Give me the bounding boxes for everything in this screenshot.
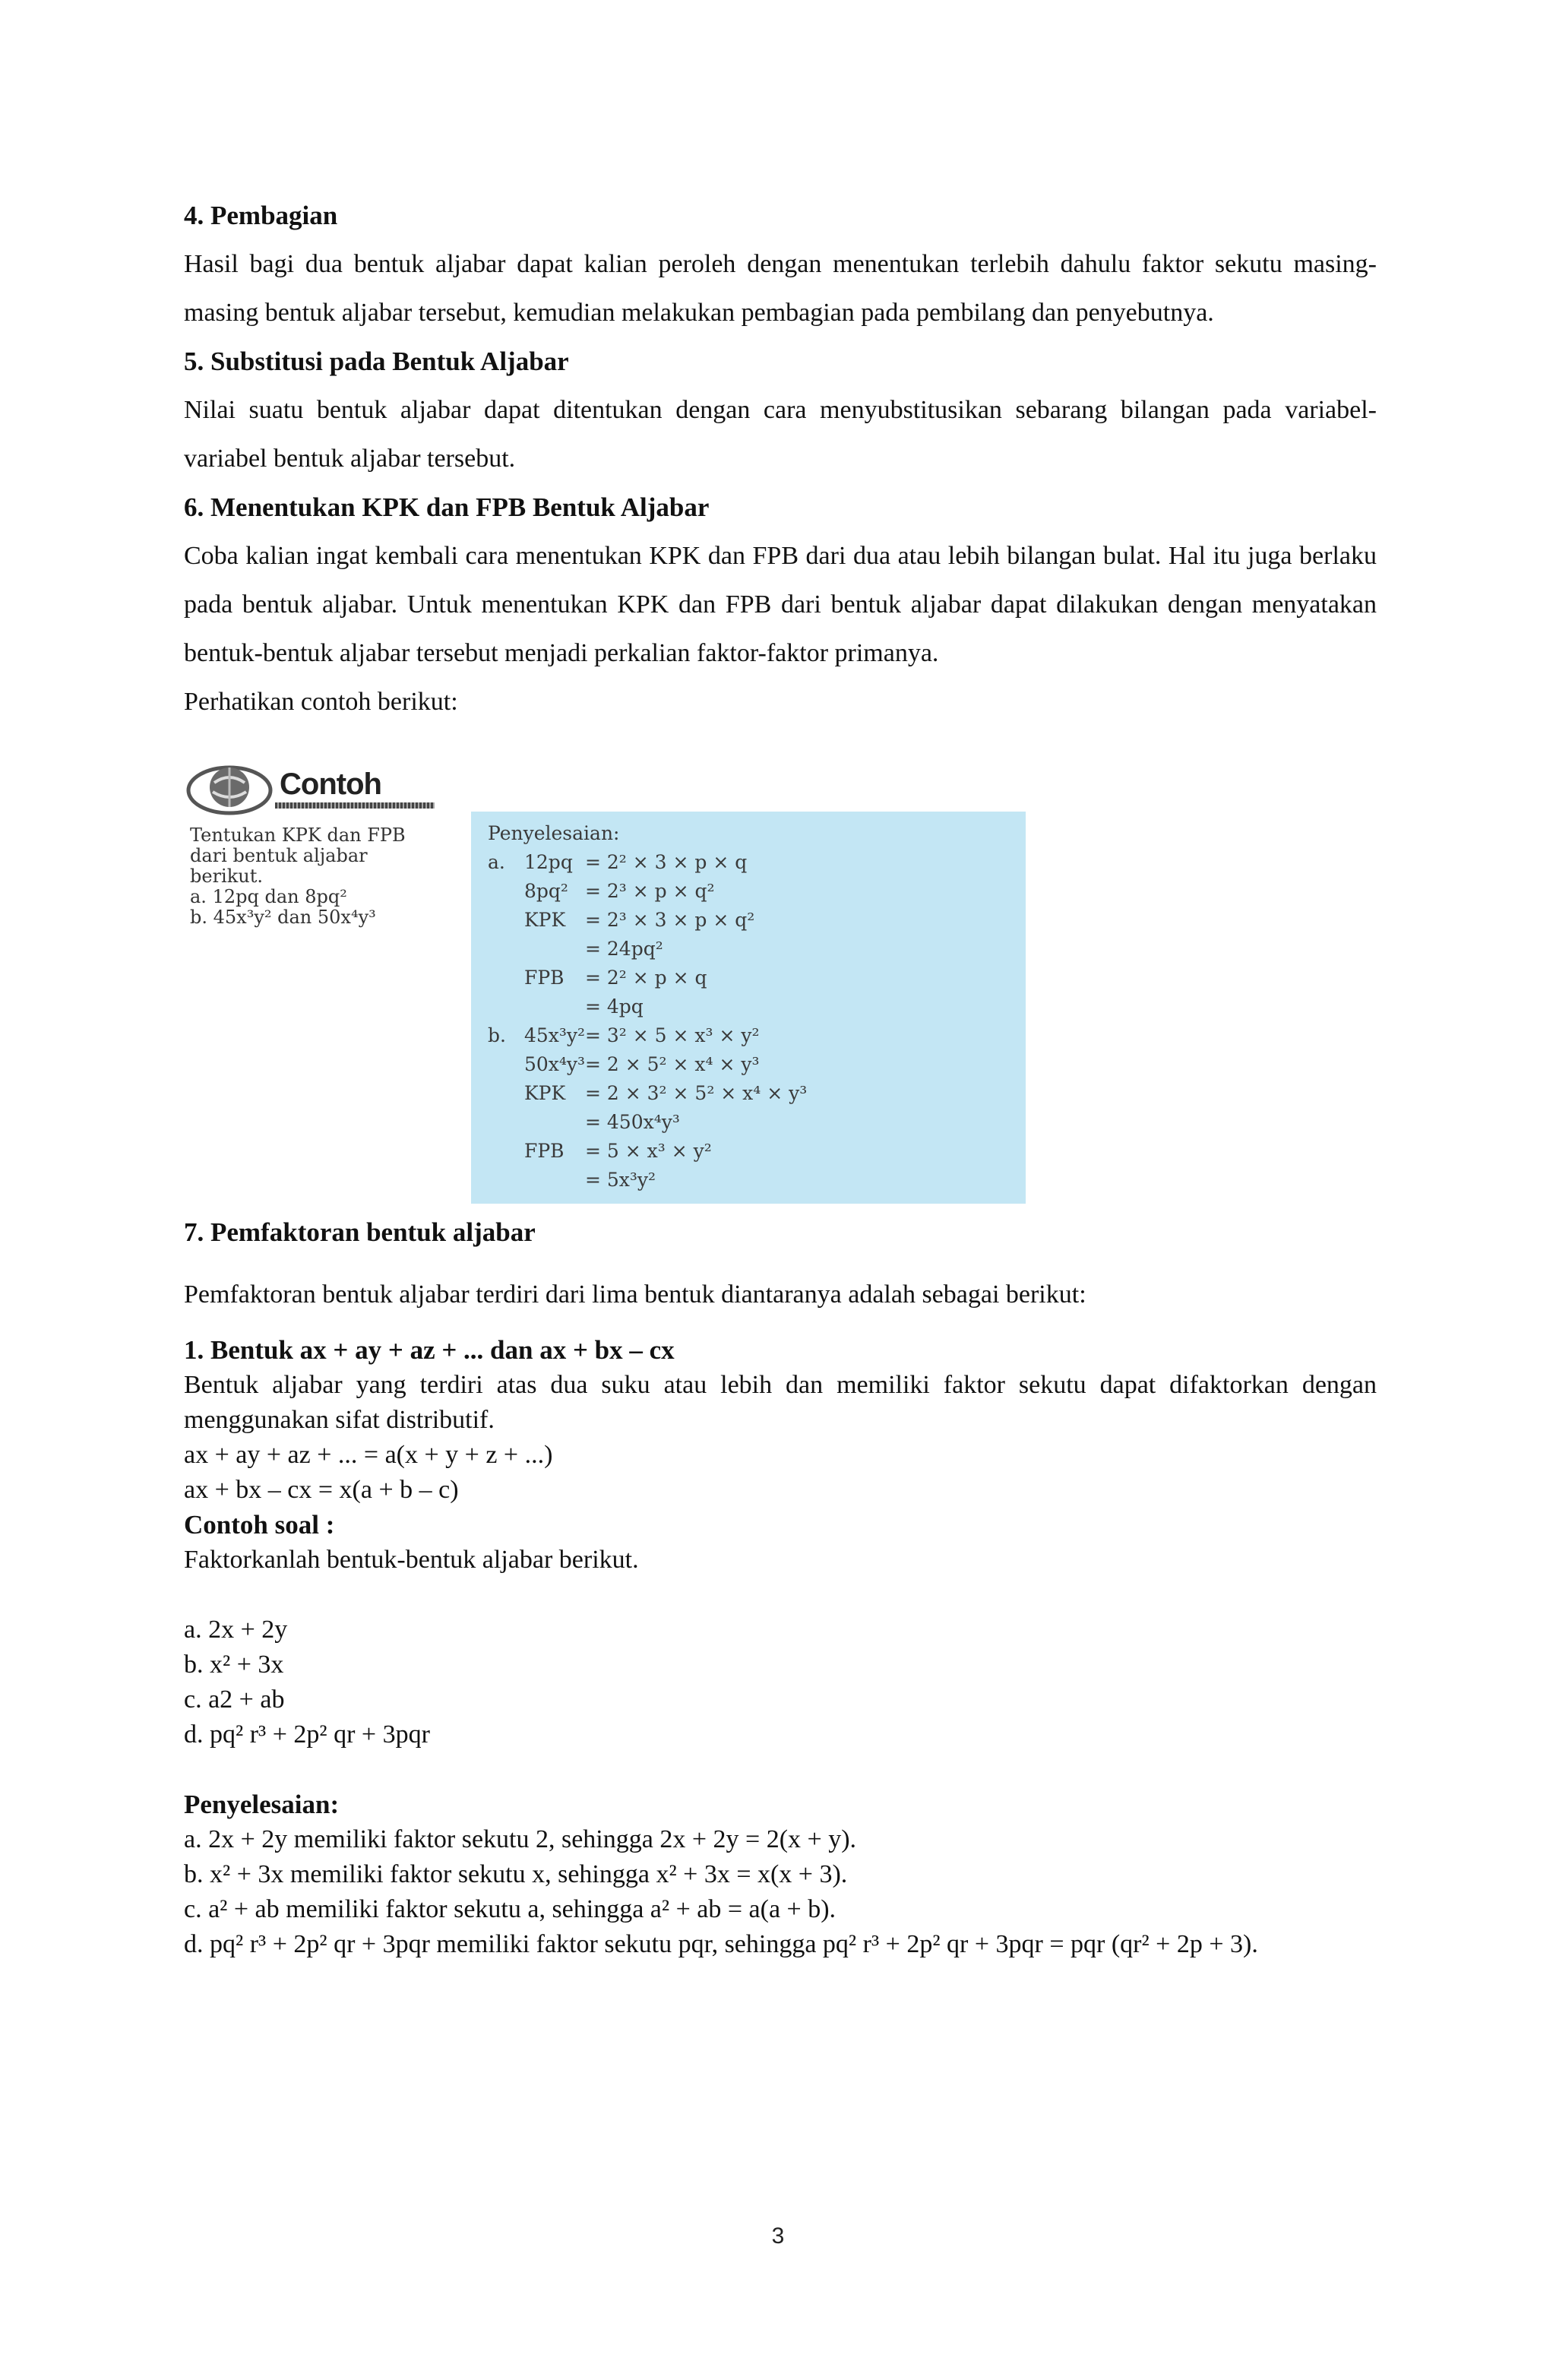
contoh-soal-label: Contoh soal : [184, 1510, 335, 1540]
solution-rows [488, 848, 1012, 1195]
solution-row [488, 1108, 1012, 1137]
section-4-body: Hasil bagi dua bentuk aljabar dapat kalian peroleh dengan menentukan terlebih dahulu faktor sekutu masing-masing bentuk aljabar tersebut, kemudian melakukan pembagian pada pembilang dan penyebutnya. [184, 250, 1377, 327]
solution-row-label [488, 877, 524, 906]
solution-row-expression: = 24pq² [585, 938, 663, 960]
solution-row [488, 935, 1012, 964]
solution-box [471, 812, 1026, 1204]
section-6-heading: 6. Menentukan KPK dan FPB Bentuk Aljabar [184, 492, 710, 522]
answer-item: b. x² + 3x memiliki faktor sekutu x, sehingga x² + 3x = x(x + 3). [184, 1860, 848, 1888]
solution-row-term [524, 935, 585, 964]
solution-row-expression: = 2 × 3² × 5² × x⁴ × y³ [585, 1082, 808, 1104]
solution-row-term: 12pq [524, 851, 573, 873]
section-7-heading: 7. Pemfaktoran bentuk aljabar [184, 1217, 536, 1247]
answer-item: c. a² + ab memiliki faktor sekutu a, sehingga a² + ab = a(a + b). [184, 1895, 837, 1923]
solution-row [488, 1050, 1012, 1079]
solution-row [488, 1166, 1012, 1195]
section-5-body: Nilai suatu bentuk aljabar dapat ditentukan dengan cara menyubstitusikan sebarang bilangan pada variabel-variabel bentuk aljabar tersebut. [184, 396, 1377, 473]
solution-row-term: 45x³y² [524, 1024, 586, 1046]
solution-row-label [488, 935, 524, 964]
contoh-problem-box [184, 752, 442, 950]
solution-row-expression: = 2³ × 3 × p × q² [585, 909, 755, 931]
solution-row-term: FPB [524, 1140, 565, 1162]
problem-line: Tentukan KPK dan FPB [190, 824, 406, 846]
solution-text [488, 819, 1012, 1195]
problem-line: a. 12pq dan 8pq² [190, 886, 347, 907]
solution-row-term: FPB [524, 967, 565, 989]
solution-row-term [524, 1108, 585, 1137]
contoh-problem-text [190, 825, 441, 928]
solution-row-term [524, 1166, 585, 1195]
solution-row-label [488, 992, 524, 1021]
section-4-heading: 4. Pembagian [184, 201, 338, 230]
solution-row-label [488, 906, 524, 935]
solution-row-term: KPK [524, 1082, 566, 1104]
contoh-header [185, 757, 436, 818]
contoh-soal-body: Faktorkanlah bentuk-bentuk aljabar berikut. [184, 1546, 639, 1574]
problem-line: b. 45x³y² dan 50x⁴y³ [190, 907, 376, 928]
contoh-title: Contoh [280, 767, 381, 801]
question-item: d. pq² r³ + 2p² qr + 3pqr [184, 1720, 430, 1749]
solution-row-label [488, 1108, 524, 1137]
solution-row [488, 877, 1012, 906]
solution-row-term: 50x⁴y³ [524, 1053, 586, 1075]
solution-row-expression: = 5 × x³ × y² [585, 1140, 712, 1162]
answer-label: Penyelesaian: [184, 1790, 340, 1819]
solution-row-term: KPK [524, 909, 566, 931]
solution-row [488, 1137, 1012, 1166]
solution-row-expression: = 450x⁴y³ [585, 1111, 680, 1133]
problem-line: dari bentuk aljabar berikut. [190, 845, 368, 887]
contoh-title-bar [275, 802, 435, 809]
solution-row-expression: = 5x³y² [585, 1169, 656, 1191]
section-6-body: Coba kalian ingat kembali cara menentukan KPK dan FPB dari dua atau lebih bilangan bulat. Hal itu juga berlaku pada bentuk aljabar. Untuk menentukan KPK dan FPB dari bentuk aljabar dapat dilakukan dengan menyatakan bentuk-bentuk aljabar tersebut menjadi perkalian faktor-faktor primanya. [184, 542, 1377, 667]
solution-row-term: 8pq² [524, 880, 568, 902]
solution-row [488, 1079, 1012, 1108]
question-item: b. x² + 3x [184, 1650, 284, 1679]
solution-row [488, 848, 1012, 877]
section-5-heading: 5. Substitusi pada Bentuk Aljabar [184, 347, 569, 376]
solution-row-label [488, 1137, 524, 1166]
formula-2: ax + bx – cx = x(a + b – c) [184, 1476, 459, 1504]
subsection-1-body: Bentuk aljabar yang terdiri atas dua suku atau lebih dan memiliki faktor sekutu dapat difaktorkan dengan menggunakan sifat distributif. [184, 1371, 1377, 1434]
answer-item: a. 2x + 2y memiliki faktor sekutu 2, sehingga 2x + 2y = 2(x + y). [184, 1825, 857, 1853]
solution-row-label [488, 964, 524, 992]
solution-row-expression: = 2² × 3 × p × q [585, 851, 748, 873]
question-item: a. 2x + 2y [184, 1616, 288, 1644]
solution-row-expression: = 2³ × p × q² [585, 880, 715, 902]
page-number: 3 [771, 2223, 785, 2249]
solution-row [488, 992, 1012, 1021]
page-content [184, 191, 1377, 1962]
globe-logo-icon [185, 757, 274, 818]
answer-item: d. pq² r³ + 2p² qr + 3pqr memiliki faktor sekutu pqr, sehingga pq² r³ + 2p² qr + 3pqr = pqr (qr² + 2p + 3). [184, 1930, 1258, 1958]
subsection-1-heading: 1. Bentuk ax + ay + az + ... dan ax + bx – cx [184, 1335, 675, 1365]
solution-row-label [488, 1166, 524, 1195]
section-7-intro: Pemfaktoran bentuk aljabar terdiri dari lima bentuk diantaranya adalah sebagai berikut: [184, 1280, 1086, 1309]
solution-row-label [488, 1079, 524, 1108]
solution-row-label: b. [488, 1024, 506, 1046]
formula-1: ax + ay + az + ... = a(x + y + z + ...) [184, 1441, 553, 1469]
solution-title: Penyelesaian: [488, 822, 620, 844]
solution-row-term [524, 992, 585, 1021]
question-item: c. a2 + ab [184, 1685, 285, 1714]
solution-row-expression: = 4pq [585, 995, 644, 1018]
solution-row-expression: = 3² × 5 × x³ × y² [585, 1024, 760, 1046]
solution-row [488, 906, 1012, 935]
solution-row [488, 1021, 1012, 1050]
solution-row-label: a. [488, 851, 505, 873]
section-6-intro: Perhatikan contoh berikut: [184, 688, 458, 716]
example-figure [184, 752, 1377, 1208]
solution-row-expression: = 2² × p × q [585, 967, 707, 989]
solution-row-expression: = 2 × 5² × x⁴ × y³ [585, 1053, 760, 1075]
solution-row-label [488, 1050, 524, 1079]
solution-row [488, 964, 1012, 992]
